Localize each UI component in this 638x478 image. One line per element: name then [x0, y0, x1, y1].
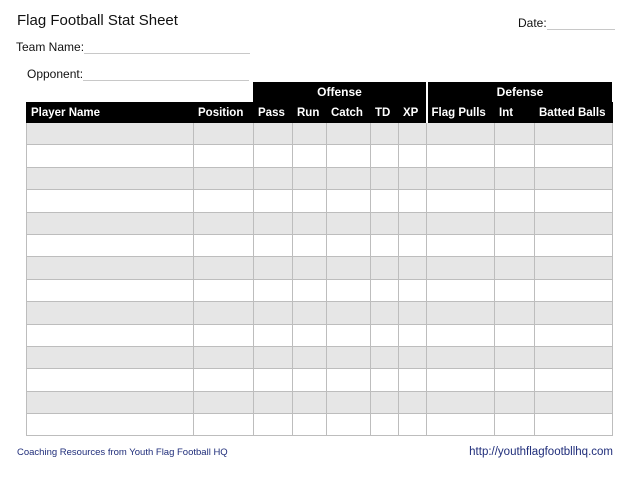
stat-cell — [293, 123, 327, 145]
stat-cell — [254, 123, 293, 145]
stat-cell — [327, 324, 371, 346]
stat-cell — [194, 324, 254, 346]
table-row — [27, 369, 613, 391]
stat-cell — [427, 369, 495, 391]
stat-cell — [535, 369, 613, 391]
stat-cell — [254, 145, 293, 167]
table-row — [27, 414, 613, 436]
stat-cell — [371, 145, 399, 167]
stat-cell — [293, 190, 327, 212]
stat-cell — [293, 234, 327, 256]
stat-cell — [535, 234, 613, 256]
stat-cell — [535, 167, 613, 189]
stat-cell — [399, 369, 427, 391]
team-name-field — [16, 40, 250, 54]
stat-cell — [427, 234, 495, 256]
stat-cell — [194, 257, 254, 279]
stat-cell — [194, 414, 254, 436]
date-label: Date: — [518, 16, 547, 30]
stat-cell — [427, 279, 495, 301]
stat-cell — [371, 190, 399, 212]
stat-cell — [371, 167, 399, 189]
stat-cell — [371, 279, 399, 301]
stat-cell — [371, 302, 399, 324]
stat-cell — [399, 391, 427, 413]
opponent-label: Opponent: — [27, 67, 84, 81]
stat-cell — [194, 369, 254, 391]
stat-cell — [254, 346, 293, 368]
stat-cell — [27, 414, 194, 436]
stat-cell — [327, 414, 371, 436]
stat-cell — [27, 346, 194, 368]
table-row — [27, 302, 613, 324]
stat-cell — [254, 369, 293, 391]
stat-cell — [427, 257, 495, 279]
stat-cell — [535, 324, 613, 346]
stat-cell — [399, 145, 427, 167]
stat-cell — [327, 190, 371, 212]
stat-cell — [399, 414, 427, 436]
col-pass: Pass — [254, 103, 293, 123]
team-name-line — [84, 40, 250, 54]
stat-cell — [293, 391, 327, 413]
stat-cell — [399, 257, 427, 279]
stat-cell — [254, 391, 293, 413]
table-row — [27, 145, 613, 167]
stat-cell — [371, 346, 399, 368]
stat-cell — [293, 167, 327, 189]
stat-cell — [293, 212, 327, 234]
stat-cell — [327, 167, 371, 189]
col-player-name: Player Name — [27, 103, 194, 123]
stat-cell — [427, 391, 495, 413]
stat-cell — [327, 145, 371, 167]
stat-cell — [254, 167, 293, 189]
stat-cell — [535, 279, 613, 301]
stat-cell — [27, 324, 194, 346]
stat-cell — [27, 167, 194, 189]
stat-cell — [427, 324, 495, 346]
stat-cell — [293, 279, 327, 301]
stat-cell — [495, 167, 535, 189]
col-run: Run — [293, 103, 327, 123]
stat-cell — [495, 145, 535, 167]
stat-cell — [293, 302, 327, 324]
col-flag-pulls: Flag Pulls — [427, 103, 495, 123]
stat-cell — [495, 369, 535, 391]
stat-cell — [399, 324, 427, 346]
stat-cell — [399, 167, 427, 189]
stat-cell — [327, 212, 371, 234]
stat-cell — [327, 123, 371, 145]
stat-cell — [371, 257, 399, 279]
stat-cell — [427, 302, 495, 324]
stat-cell — [27, 369, 194, 391]
stat-cell — [293, 324, 327, 346]
stat-cell — [194, 190, 254, 212]
stat-cell — [371, 234, 399, 256]
stat-cell — [327, 302, 371, 324]
col-xp: XP — [399, 103, 427, 123]
stat-cell — [194, 346, 254, 368]
stat-cell — [399, 212, 427, 234]
stat-cell — [194, 167, 254, 189]
stat-cell — [399, 123, 427, 145]
stat-cell — [535, 145, 613, 167]
col-td: TD — [371, 103, 399, 123]
stat-cell — [495, 190, 535, 212]
stat-cell — [327, 257, 371, 279]
stat-cell — [495, 414, 535, 436]
stat-cell — [327, 346, 371, 368]
stat-cell — [495, 324, 535, 346]
stat-cell — [27, 123, 194, 145]
stat-cell — [254, 257, 293, 279]
table-row — [27, 324, 613, 346]
col-int: Int — [495, 103, 535, 123]
stat-cell — [293, 414, 327, 436]
table-row — [27, 391, 613, 413]
table-row — [27, 123, 613, 145]
stat-cell — [535, 190, 613, 212]
stat-cell — [293, 369, 327, 391]
stat-cell — [427, 414, 495, 436]
stat-cell — [427, 212, 495, 234]
stat-cell — [254, 190, 293, 212]
col-catch: Catch — [327, 103, 371, 123]
stat-cell — [327, 234, 371, 256]
date-field — [518, 16, 615, 30]
stat-cell — [495, 234, 535, 256]
stat-cell — [327, 279, 371, 301]
stat-cell — [194, 145, 254, 167]
stat-cell — [399, 346, 427, 368]
stat-cell — [371, 369, 399, 391]
stat-cell — [495, 257, 535, 279]
stat-cell — [27, 145, 194, 167]
stat-table — [26, 102, 613, 436]
stat-cell — [495, 346, 535, 368]
stat-cell — [327, 391, 371, 413]
col-batted-balls: Batted Balls — [535, 103, 613, 123]
offense-group-header: Offense — [253, 82, 426, 102]
stat-cell — [27, 279, 194, 301]
stat-cell — [27, 212, 194, 234]
stat-cell — [194, 279, 254, 301]
stat-cell — [535, 302, 613, 324]
stat-cell — [495, 302, 535, 324]
stat-cell — [254, 234, 293, 256]
table-row — [27, 167, 613, 189]
stat-cell — [327, 369, 371, 391]
stat-cell — [399, 234, 427, 256]
stat-cell — [371, 391, 399, 413]
stat-cell — [254, 302, 293, 324]
stat-cell — [194, 302, 254, 324]
stat-cell — [27, 234, 194, 256]
opponent-line — [83, 67, 249, 81]
column-header-row — [27, 103, 613, 123]
stat-cell — [535, 123, 613, 145]
stat-cell — [293, 145, 327, 167]
stat-cell — [495, 279, 535, 301]
table-row — [27, 190, 613, 212]
footer-url[interactable]: http://youthflagfootbllhq.com — [469, 446, 613, 458]
stat-cell — [399, 190, 427, 212]
stat-cell — [495, 123, 535, 145]
stat-cell — [427, 123, 495, 145]
stat-cell — [27, 257, 194, 279]
table-row — [27, 346, 613, 368]
stat-cell — [535, 414, 613, 436]
stat-cell — [535, 212, 613, 234]
sheet-title: Flag Football Stat Sheet — [17, 12, 178, 29]
stat-cell — [27, 190, 194, 212]
stat-cell — [254, 279, 293, 301]
stat-cell — [535, 257, 613, 279]
stat-cell — [27, 391, 194, 413]
date-line — [547, 16, 615, 30]
table-row — [27, 257, 613, 279]
stat-cell — [495, 391, 535, 413]
stat-cell — [371, 212, 399, 234]
stat-cell — [194, 391, 254, 413]
stat-cell — [254, 414, 293, 436]
table-row — [27, 212, 613, 234]
stat-cell — [535, 346, 613, 368]
stat-cell — [371, 123, 399, 145]
stat-cell — [427, 190, 495, 212]
table-row — [27, 234, 613, 256]
stat-cell — [399, 279, 427, 301]
stat-cell — [427, 145, 495, 167]
team-name-label: Team Name: — [16, 40, 85, 54]
footer-credit: Coaching Resources from Youth Flag Football HQ — [17, 447, 228, 458]
stat-cell — [293, 346, 327, 368]
stat-cell — [27, 302, 194, 324]
stat-cell — [194, 212, 254, 234]
stat-cell — [495, 212, 535, 234]
stat-cell — [535, 391, 613, 413]
defense-group-header: Defense — [428, 82, 612, 102]
col-position: Position — [194, 103, 254, 123]
stat-cell — [427, 346, 495, 368]
stat-cell — [371, 324, 399, 346]
stat-cell — [194, 234, 254, 256]
stat-cell — [371, 414, 399, 436]
stat-cell — [194, 123, 254, 145]
stat-cell — [254, 212, 293, 234]
stat-cell — [254, 324, 293, 346]
stat-cell — [427, 167, 495, 189]
stat-cell — [293, 257, 327, 279]
table-row — [27, 279, 613, 301]
stat-cell — [399, 302, 427, 324]
opponent-field — [27, 67, 249, 81]
